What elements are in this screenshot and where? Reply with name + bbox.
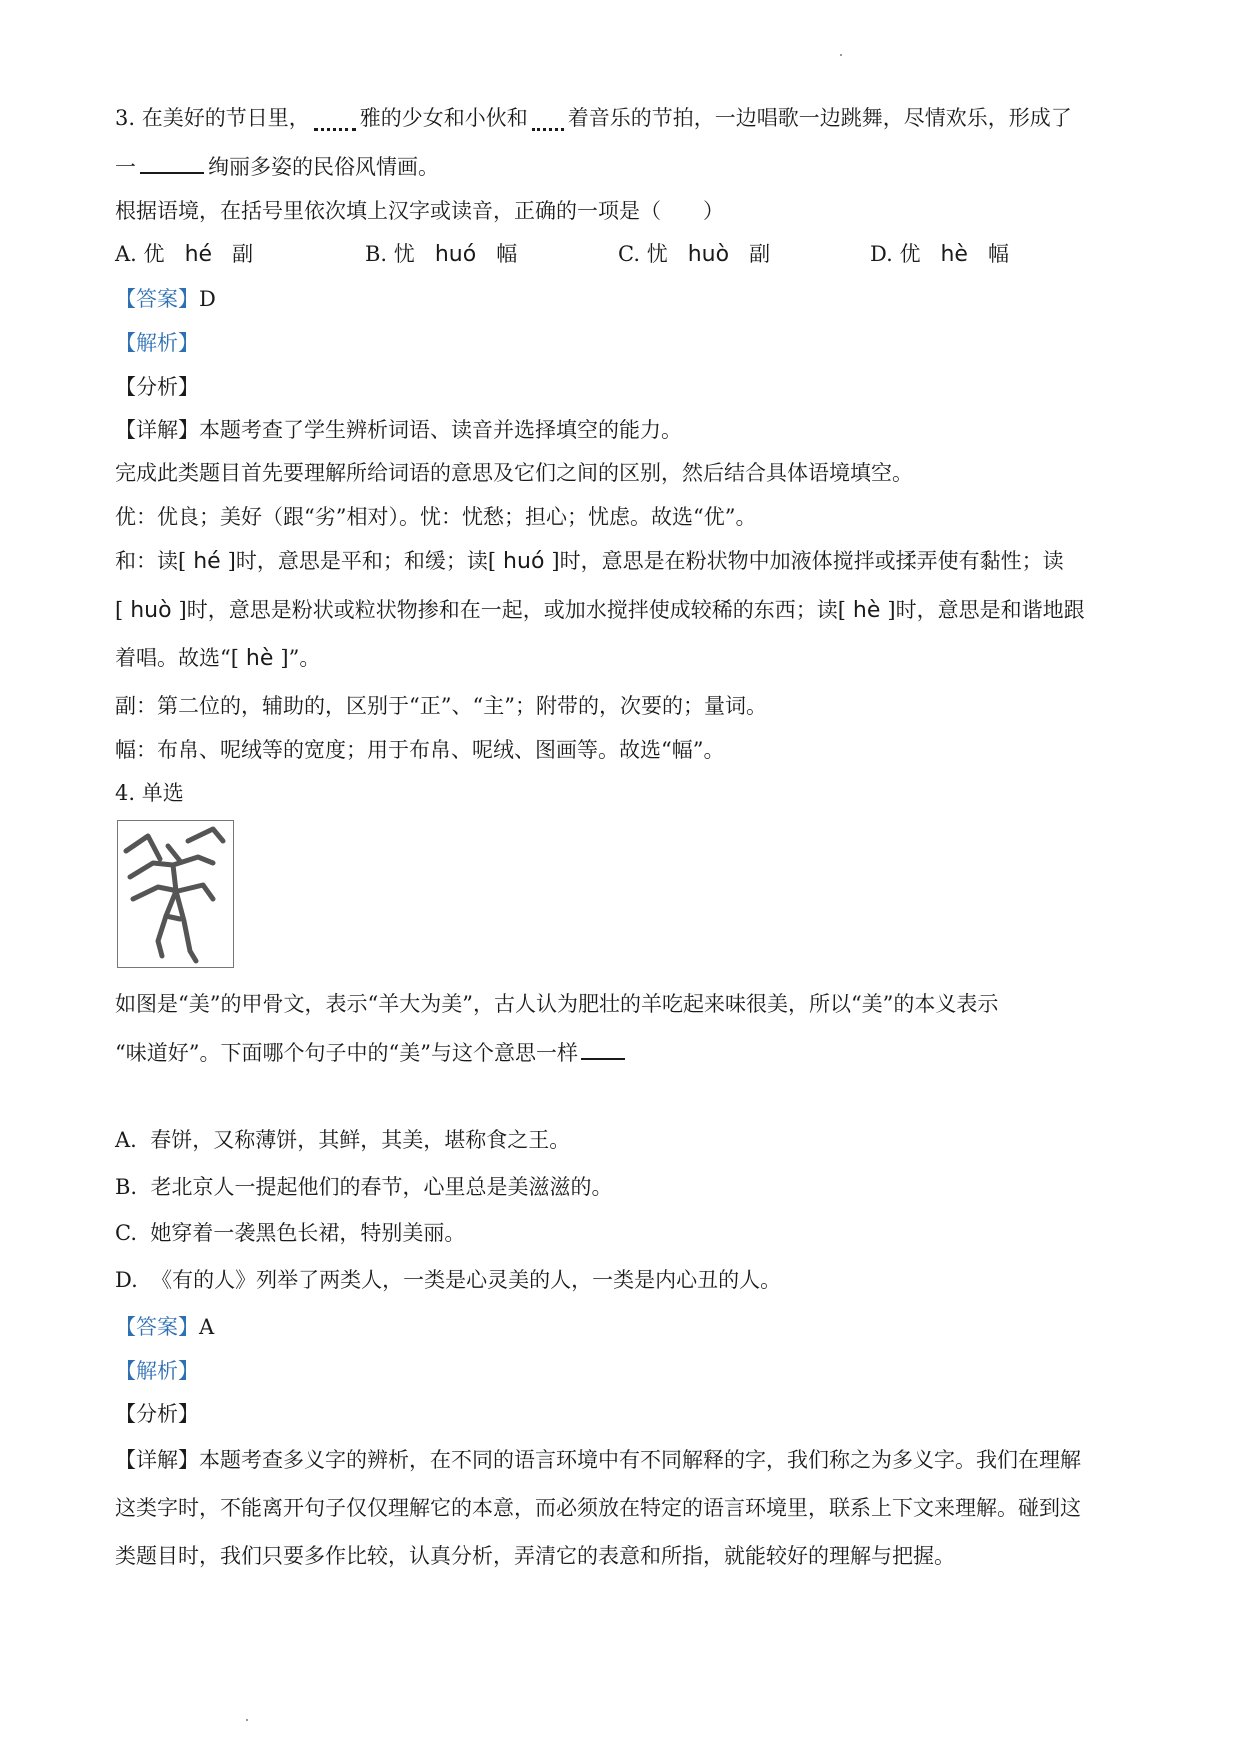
q4-fenxi: 【分析】 [115,1402,199,1426]
q3-option-d: D. 优 hè 幅 [870,242,1009,267]
q4-option-a: A. 春饼，又称薄饼，其鲜，其美，堪称食之王。 [115,1128,571,1152]
answer-value: D [199,287,216,311]
q3-explain-1: 完成此类题目首先要理解所给词语的意思及它们之间的区别，然后结合具体语境填空。 [115,461,913,485]
q4-option-b: B. 老北京人一提起他们的春节，心里总是美滋滋的。 [115,1175,613,1199]
fill-blank [581,1058,625,1060]
q4-detail-1: 【详解】本题考查多义字的辨析，在不同的语言环境中有不同解释的字，我们称之为多义字。我们在理解 [115,1448,1081,1472]
q3-explain-2: 优：优良；美好（跟“劣”相对）。忧：忧愁；担心；忧虑。故选“优”。 [115,505,757,529]
q3-text: 3. 在美好的节日里， [115,106,310,130]
oracle-bone-image [117,820,234,968]
q3-explain-3: 和：读[ hé ]时，意思是平和；和缓；读[ huó ]时，意思是在粉状物中加液体搅拌或揉弄使有黏性；读 [115,549,1064,574]
q4-jiexi: 【解析】 [115,1359,199,1383]
q4-desc-1: 如图是“美”的甲骨文，表示“羊大为美”，古人认为肥壮的羊吃起来味很美，所以“美”的本义表示 [115,992,999,1016]
answer-value: A [199,1315,215,1339]
q3-line-2 [115,157,439,178]
q3-prompt: 根据语境，在括号里依次填上汉字或读音，正确的一项是（ ） [115,199,724,223]
q3-option-a: A. 优 hé 副 [115,242,254,267]
q3-line-1 [115,108,1072,129]
q3-text: 一 [115,155,136,179]
q3-explain-7: 幅：布帛、呢绒等的宽度；用于布帛、呢绒、图画等。故选“幅”。 [115,738,725,762]
q3-option-c: C. 忧 huò 副 [618,242,771,267]
q4-detail-2: 这类字时，不能离开句子仅仅理解它的本意，而必须放在特定的语言环境里，联系上下文来理解。碰到这 [115,1496,1081,1520]
page-mark [840,54,842,56]
answer-tag: 【答案】 [115,287,199,311]
q4-option-c: C. 她穿着一袭黑色长裙，特别美丽。 [115,1221,466,1245]
q4-option-d: D. 《有的人》列举了两类人，一类是心灵美的人，一类是内心丑的人。 [115,1268,782,1292]
q4-detail-3: 类题目时，我们只要多作比较，认真分析，弄清它的表意和所指，就能较好的理解与把握。 [115,1544,955,1568]
q3-detail: 【详解】本题考查了学生辨析词语、读音并选择填空的能力。 [115,418,682,442]
answer-tag: 【答案】 [115,1315,199,1339]
q3-explain-4: [ huò ]时，意思是粉状或粒状物掺和在一起，或加水搅拌使成较稀的东西；读[ hè ]时，意思是和谐地跟 [115,598,1085,623]
q3-text: 和 [506,106,528,130]
oracle-mei-glyph-icon [118,821,233,967]
q4-answer [115,1317,214,1338]
q3-text: 雅的少女和小伙 [359,106,507,130]
q3-text: 着音乐的节拍，一边唱歌一边跳舞，尽情欢乐，形成了 [567,106,1072,130]
q3-jiexi: 【解析】 [115,331,199,355]
q3-text: 绚丽多姿的民俗风情画。 [208,155,439,179]
q3-explain-5: 着唱。故选“[ hè ]”。 [115,646,321,671]
q4-title: 4. 单选 [115,781,184,805]
q3-answer [115,289,216,310]
page-mark [246,1719,248,1721]
q4-desc-2: “味道好”。下面哪个句子中的“美”与这个意思一样 [115,1043,625,1064]
fill-blank [140,172,204,174]
q3-explain-6: 副：第二位的，辅助的，区别于“正”、“主”；附带的，次要的；量词。 [115,694,767,718]
q3-fenxi: 【分析】 [115,375,199,399]
q3-option-b: B. 忧 huó 幅 [365,242,518,267]
